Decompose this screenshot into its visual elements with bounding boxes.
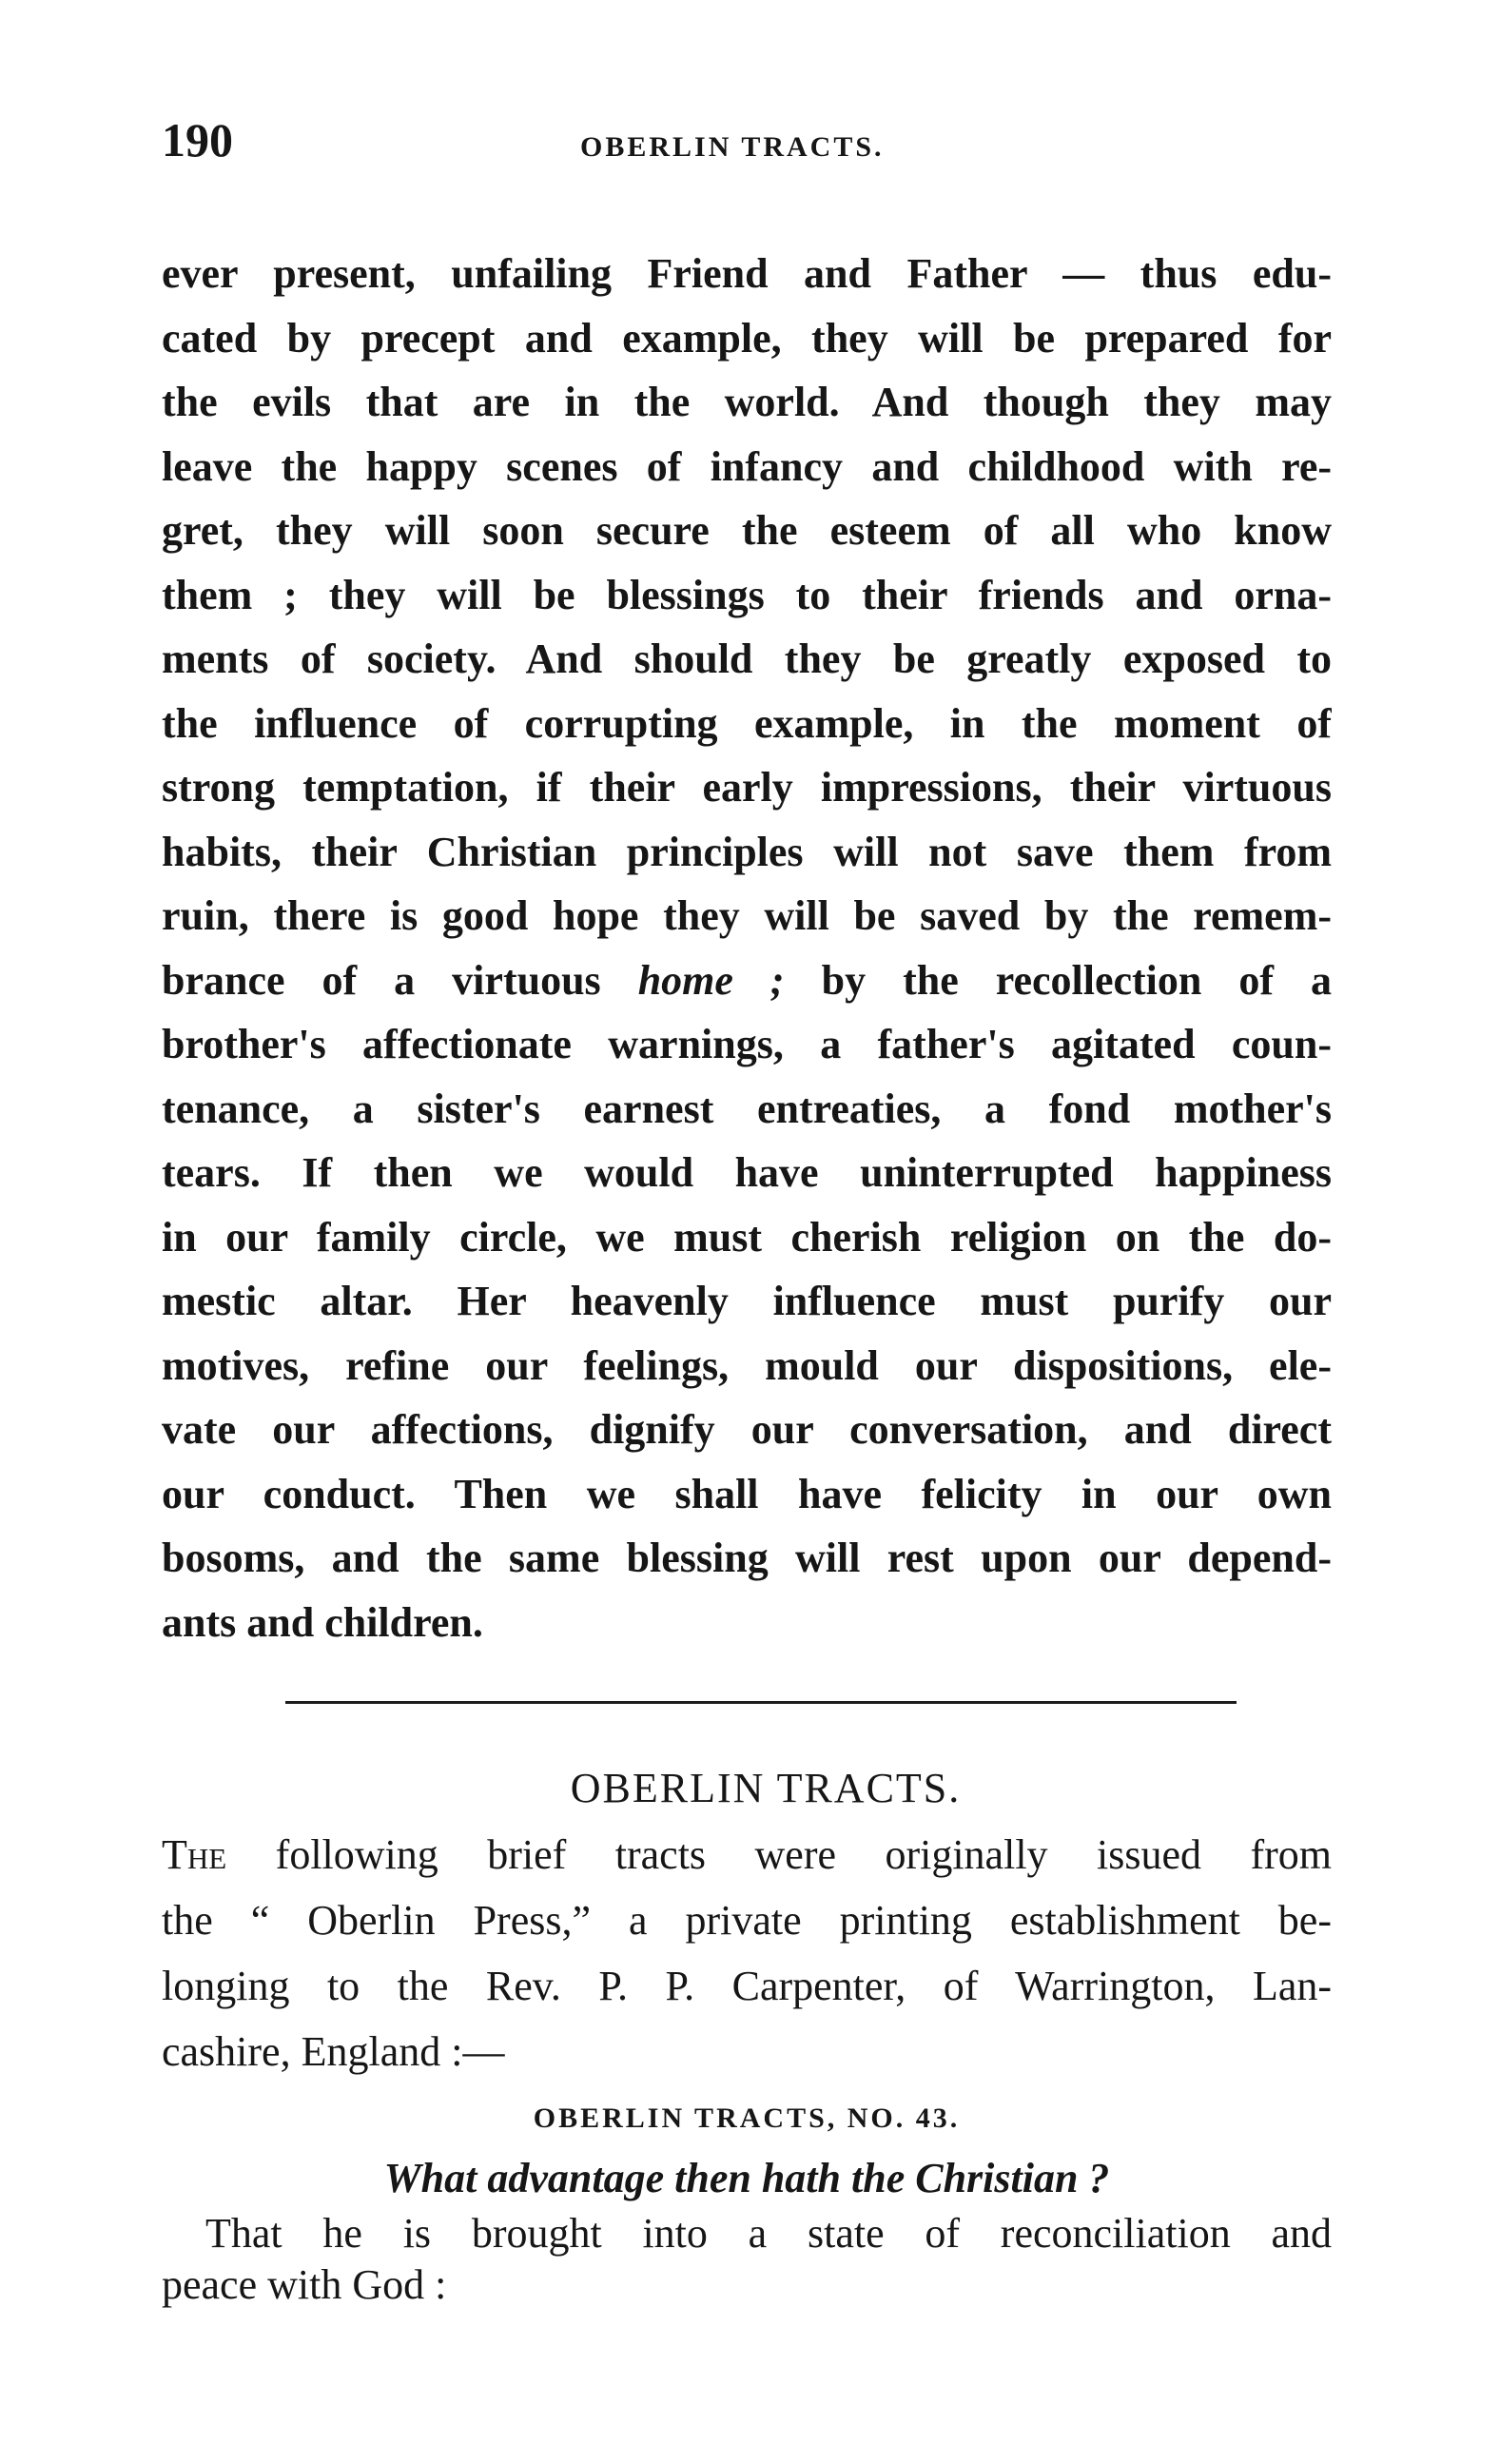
body-line: mestic altar. Her heavenly influence must purify our bbox=[162, 1278, 1332, 1324]
tract-line: That he is brought into a state of reconciliation and bbox=[205, 2210, 1332, 2257]
tract-line: peace with God : bbox=[162, 2261, 447, 2308]
tract-question: What advantage then hath the Christian ? bbox=[383, 2155, 1110, 2201]
body-line: ever present, unfailing Friend and Father — thus edu- bbox=[162, 250, 1332, 297]
body-line-end: by the recollection of a bbox=[821, 956, 1332, 1004]
body-line: them ; they will be blessings to their friends and orna- bbox=[162, 571, 1332, 618]
body-line: ants and children. bbox=[162, 1598, 483, 1646]
page-number: 190 bbox=[162, 113, 233, 166]
body-line: tenance, a sister's earnest entreaties, a fond mother's bbox=[162, 1085, 1332, 1132]
running-title: OBERLIN TRACTS. bbox=[580, 131, 885, 163]
body-line: motives, refine our feelings, mould our dispositions, ele- bbox=[162, 1341, 1332, 1389]
body-line-start: brance of a virtuous bbox=[162, 956, 601, 1004]
body-line: ments of society. And should they be greatly exposed to bbox=[162, 636, 1332, 682]
intro-line: the “ Oberlin Press,” a private printing establishment be- bbox=[162, 1897, 1332, 1944]
body-line: leave the happy scenes of infancy and childhood with re- bbox=[162, 442, 1332, 490]
intro-line: longing to the Rev. P. P. Carpenter, of Warrington, Lan- bbox=[162, 1963, 1332, 2009]
intro-line bbox=[162, 1822, 1332, 1887]
body-line: ruin, there is good hope they will be saved by the remem- bbox=[162, 892, 1332, 939]
body-line: cated by precept and example, they will be prepared for bbox=[162, 314, 1332, 362]
emphasized-word: home ; bbox=[637, 956, 785, 1004]
oberlin-tracts-section bbox=[162, 1755, 1332, 2311]
body-line: gret, they will soon secure the esteem of all who know bbox=[162, 507, 1332, 554]
intro-lead-word: The bbox=[162, 1831, 227, 1878]
section-title: OBERLIN TRACTS. bbox=[570, 1765, 962, 1811]
body-line: brother's affectionate warnings, a father's agitated coun- bbox=[162, 1021, 1332, 1067]
running-head bbox=[162, 112, 1332, 179]
body-paragraph bbox=[162, 242, 1332, 1654]
body-line: vate our affections, dignify our conversation, and direct bbox=[162, 1406, 1332, 1453]
body-line: habits, their Christian principles will not save them from bbox=[162, 828, 1332, 875]
body-line: bosoms, and the same blessing will rest upon our depend- bbox=[162, 1535, 1332, 1581]
body-line: the influence of corrupting example, in the moment of bbox=[162, 699, 1332, 747]
body-line: our conduct. Then we shall have felicity in our own bbox=[162, 1470, 1332, 1517]
intro-line-rest: following brief tracts were originally issued from bbox=[275, 1831, 1332, 1878]
section-divider bbox=[285, 1701, 1237, 1704]
intro-line: cashire, England :— bbox=[162, 2028, 505, 2075]
body-line: strong temptation, if their early impressions, their virtuous bbox=[162, 764, 1332, 811]
body-line-with-emphasis bbox=[162, 948, 1332, 1013]
body-line: tears. If then we would have uninterrupted happiness bbox=[162, 1149, 1332, 1196]
tract-heading: OBERLIN TRACTS, NO. 43. bbox=[533, 2102, 961, 2134]
body-line: the evils that are in the world. And though they may bbox=[162, 379, 1332, 425]
body-line: in our family circle, we must cherish religion on the do- bbox=[162, 1213, 1332, 1261]
